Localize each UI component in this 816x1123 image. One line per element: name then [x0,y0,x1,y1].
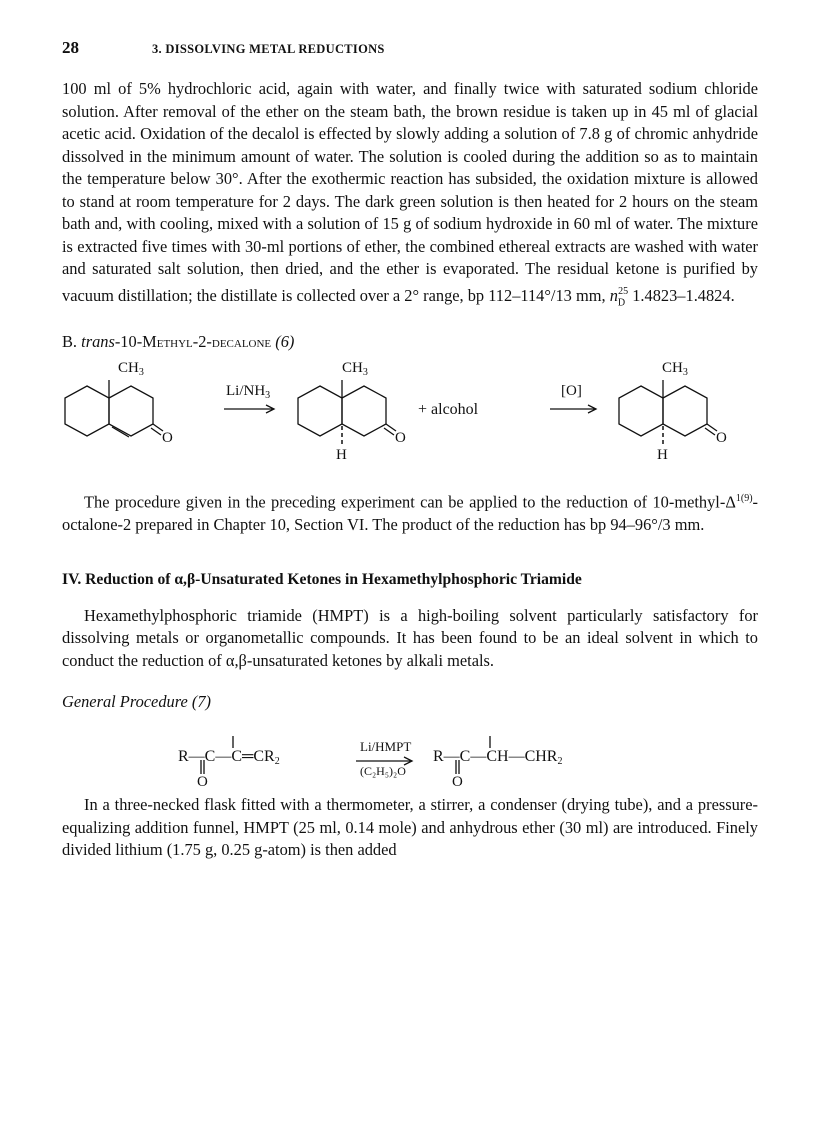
hydrogen-label-2: H [336,447,347,464]
page [62,38,758,862]
hydrogen-label-3: H [657,447,668,464]
methyl-label-1: $CH_3$ [118,360,144,379]
oxygen-label-2: O [395,430,406,447]
plus-alcohol: + alcohol [418,401,479,419]
subsection-trans: trans [81,332,115,352]
methyl-label-3: $CH_3$ [662,360,688,379]
enone-formula: $R—C—C═CR_2$ [178,748,280,768]
running-title: 3. DISSOLVING METAL REDUCTIONS [152,42,385,56]
reaction-scheme-decalone [62,358,758,488]
reaction-scheme-general [62,718,758,794]
reagent-li-nh3: $Li/NH_3$ [226,383,271,402]
refractive-index-symbol: n [609,285,618,305]
paragraph-hmpt: Hexamethylphosphoric triamide (HMPT) is a high-boiling solvent particularly satisfactory for dissolving metals or organometallic compounds. It has been found to be an ideal solvent in which to conduct the reduction of α,β-unsaturated ketones by alkali metals. [62,605,758,670]
oxygen-label-3: O [716,430,727,447]
decalone-structures [62,358,758,488]
decalone-structure-middle [298,380,396,444]
refractive-index-sup: 25 [618,285,629,297]
delta-superscript: 1(9) [735,493,753,505]
subsection-ref: (6) [275,332,295,352]
paragraph-procedure-continued [62,78,758,314]
refractive-index-value: 1.4823–1.4824. [628,285,735,305]
general-procedure-heading: General Procedure (7) [62,692,212,712]
oxygen-enone: O [197,774,208,791]
refractive-index-sub: D [617,296,626,308]
decalone-structure-product [619,380,717,444]
general-scheme-bonds [62,718,758,794]
running-header [62,38,758,58]
methyl-label-2: $CH_3$ [342,360,368,379]
reagent-oxidation: [O] [561,383,582,400]
subsection-label: B. [62,332,78,352]
octalone-text-a: The procedure given in the preceding experiment can be applied to the reduction of 10-methyl-Δ [84,492,736,512]
subsection-heading-b [62,332,758,352]
subsection-compound: -10-Methyl-2-decalone [114,332,272,352]
procedure-text: 100 ml of 5% hydrochloric acid, again with water, and finally twice with saturated sodium chloride solution. After removal of the ether on the steam bath, the brown residue is taken up in 45 ml of glacial acetic acid. Oxidation of the decalol is effected by slowly adding a solution of 7.8 g of chromic anhydride dissolved in the minimum amount of water. The solution is cooled during the addition so as to maintain the temperature below 30°. After the exothermic reaction has subsided, the oxidation mixture is allowed to stand at room temperature for 2 days. The dark green solution is then heated for 2 hours on the steam bath and, with cooling, mixed with a solution of 15 g of sodium hydroxide in 60 ml of water. The mixture is extracted five times with 30-ml portions of ether, the combined ethereal extracts are washed with water and saturated salt solution, then dried, and the ether is evaporated. The residual ketone is purified by vacuum distillation; the distillate is collected over a 2° range, bp 112–114°/13 mm, [62,79,758,305]
reagent-ether: (C₂H₅)₂O [360,764,406,779]
paragraph-general-procedure: In a three-necked flask fitted with a thermometer, a stirrer, a condenser (drying tube), and a pressure-equalizing addition funnel, HMPT (25 ml, 0.14 mole) and anhydrous ether (30 ml) are introduced. Finely divided lithium (1.75 g, 0.25 g-atom) is then added [62,795,758,860]
ketone-formula: $R—C—CH—CHR_2$ [433,748,563,768]
octalone-text-b: -octalone-2 prepared in Chapter 10, Section VI. The product of the reduction has bp 94–96°/3 mm. [62,492,758,535]
section-heading-iv: IV. Reduction of α,β-Unsaturated Ketones in Hexamethylphosphoric Triamide [62,570,582,588]
reagent-li-hmpt: Li/HMPT [360,739,412,755]
page-number: 28 [62,38,79,57]
oxygen-label-1: O [162,430,173,447]
oxygen-ketone: O [452,774,463,791]
octalone-structure [65,380,163,437]
paragraph-octalone-reduction [62,488,758,536]
